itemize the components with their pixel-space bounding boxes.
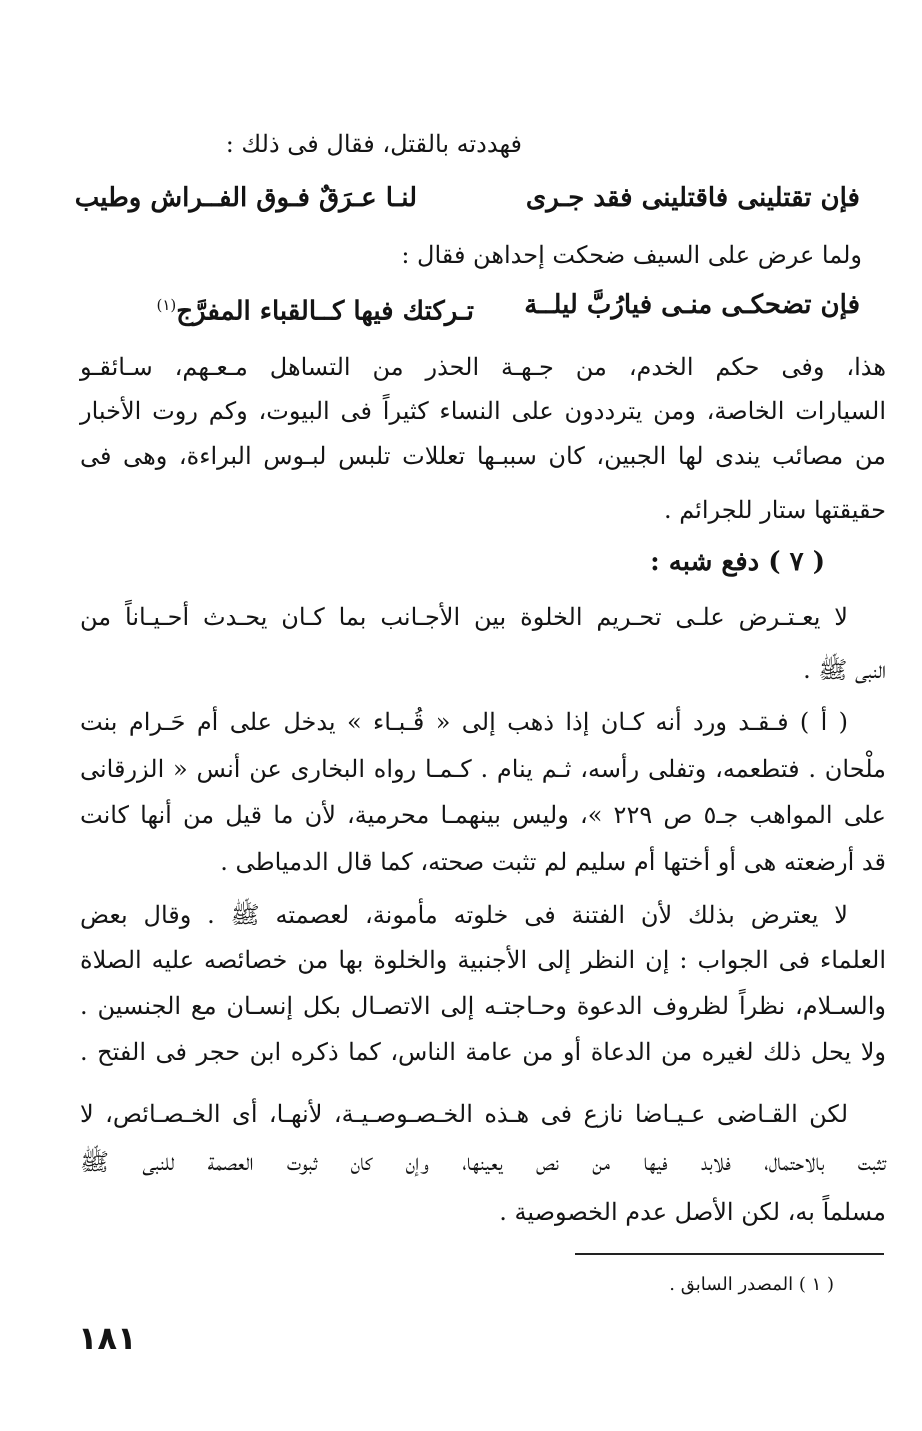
para3-line-1: ( أ ) فـقـد ورد أنه كـان إذا ذهب إلى « قُـبـاء » يدخل على أم حَـرام بنت (80, 708, 848, 736)
para1-line-1: هذا، وفى حكم الخدم، من جـهـة الحذر من التساهل مـعـهم، سـائقـو (80, 353, 886, 381)
para1-line-4: حقيقتها ستار للجرائم . (663, 496, 886, 524)
para5-line-3: مسلماً به، لكن الأصل عدم الخصوصية . (499, 1198, 886, 1226)
page-number: ١٨١ (78, 1319, 137, 1357)
verse2-first-hemistich: فإن تضحكـى منـى فيارُبَّ ليلــة (524, 290, 860, 320)
para4-line-3: والسـلام، نظراً لظروف الدعوة وحـاجتـه إلى الاتصـال بكل إنسـان مع الجنسين . (80, 992, 886, 1020)
para5-line-1: لكن القـاضى عـيـاضا نازع فى هـذه الخـصـوصـيـة، لأنهـا، أى الخـصـائص، لا (80, 1100, 848, 1128)
sword-line: ولما عرض على السيف ضحكت إحداهن فقال : (401, 241, 862, 269)
para4-line-4: ولا يحل ذلك لغيره من الدعاة أو من عامة الناس، كما ذكره ابن حجر فى الفتح . (80, 1038, 886, 1066)
para3-line-2: ملْحان . فتطعمه، وتفلى رأسه، ثـم ينام . كـمـا رواه البخارى عن أنس « الزرقانى (80, 755, 886, 783)
footnote-marker: (١) (156, 296, 177, 314)
verse1-first-hemistich: فإن تقتلينى فاقتلينى فقد جـرى (525, 183, 860, 213)
footnote: ( ١ ) المصدر السابق . (669, 1274, 834, 1295)
footnote-separator (575, 1253, 884, 1255)
para3-line-4: قد أرضعته هى أو أختها أم سليم لم تثبت صحته، كما قال الدمياطى . (220, 848, 886, 876)
section-heading: ( ٧ ) دفع شبه : (650, 547, 825, 577)
para2-line-2: النبى ﷺ . (803, 656, 886, 684)
para1-line-2: السيارات الخاصة، ومن يترددون على النساء كثيراً فى البيوت، وكم روت الأخبار (80, 397, 886, 425)
para2-line-1: لا يعـتـرض علـى تحـريم الخلوة بين الأجـانب بما كـان يحـدث أحـيـاناً من (80, 603, 848, 631)
verse1-second-hemistich: لنـا عـرَقٌ فـوق الفــراش وطيب (74, 183, 417, 213)
verse2-second-hemistich (156, 285, 474, 332)
intro-line: فهددته بالقتل، فقال فى ذلك : (225, 130, 522, 158)
para5-line-2: تثبت بالاحتمال، فلابد فيها من نص يعينها، وإن كان ثبوت العصمة للنبى ﷺ (80, 1148, 886, 1176)
para1-line-3: من مصائب يندى لها الجبين، كان سببـها تعللات تلبس لبـوس البراءة، وهى فى (80, 442, 886, 470)
verse2-second-text: تـركتك فيها كــالقباء المفرَّج (176, 296, 474, 327)
para4-line-2: العلماء فى الجواب : إن النظر إلى الأجنبية والخلوة بها من خصائصه عليه الصلاة (80, 946, 886, 974)
para4-line-1: لا يعترض بذلك لأن الفتنة فى خلوته مأمونة، لعصمته ﷺ . وقال بعض (80, 901, 848, 929)
para3-line-3: على المواهب جـ٥ ص ٢٢٩ »، وليس بينهمـا محرمية، لأن ما قيل من أنها كانت (80, 801, 886, 829)
